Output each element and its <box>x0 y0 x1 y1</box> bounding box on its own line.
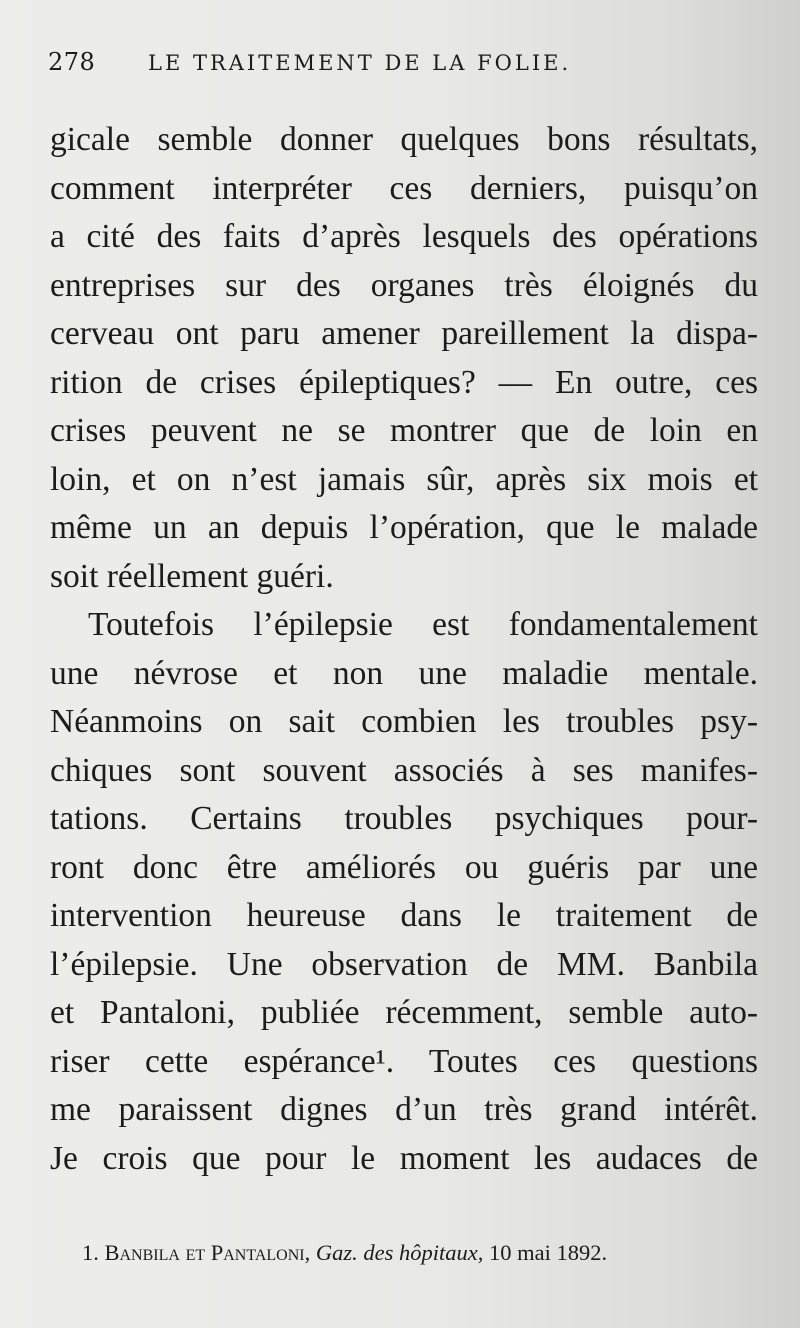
running-title: LE TRAITEMENT DE LA FOLIE. <box>148 51 572 75</box>
text-line: même un an depuis l’opération, que le malade <box>50 509 758 546</box>
page-number: 278 <box>48 48 96 76</box>
text-line: et Pantaloni, publiée récemment, semble auto- <box>50 994 758 1031</box>
text-line: soit réellement guéri. <box>50 557 334 595</box>
text-line: une névrose et non une maladie mentale. <box>50 654 758 692</box>
text-line: loin, et on n’est jamais sûr, après six mois et <box>50 460 758 498</box>
footnote-number: 1. <box>82 1240 99 1265</box>
body-text <box>50 116 758 1183</box>
footnote-journal: Gaz. des hôpitaux, <box>315 1240 484 1265</box>
text-line: comment interpréter ces derniers, puisqu’on <box>50 169 758 207</box>
footnote-authors: Banbila et Pantaloni, <box>104 1240 311 1265</box>
text-line: intervention heureuse dans le traitement de <box>50 897 758 934</box>
footnote <box>82 1238 762 1268</box>
paragraph <box>50 116 758 601</box>
text-line: l’épilepsie. Une observation de MM. Banbila <box>50 945 758 983</box>
text-line: Toutefois l’épilepsie est fondamentalement <box>88 606 758 643</box>
text-line: cerveau ont paru amener pareillement la dispa- <box>50 315 758 352</box>
text-line: Néanmoins on sait combien les troubles psy- <box>50 703 758 740</box>
page-header <box>48 48 738 84</box>
text-line: chiques sont souvent associés à ses manifes- <box>50 751 758 789</box>
text-line: Je crois que pour le moment les audaces de <box>50 1139 758 1177</box>
text-line: gicale semble donner quelques bons résultats, <box>50 121 758 158</box>
text-line: a cité des faits d’après lesquels des opérations <box>50 218 758 255</box>
text-line: ront donc être améliorés ou guéris par une <box>50 848 758 886</box>
text-line: entreprises sur des organes très éloignés du <box>50 266 758 304</box>
text-line: me paraissent dignes d’un très grand intérêt. <box>50 1091 758 1128</box>
paragraph <box>50 601 758 1183</box>
text-line: riser cette espérance¹. Toutes ces questions <box>50 1042 758 1080</box>
text-line: rition de crises épileptiques? — En outre, ces <box>50 363 758 401</box>
text-line: crises peuvent ne se montrer que de loin en <box>50 412 758 449</box>
footnote-date: 10 mai 1892. <box>489 1240 608 1265</box>
text-line: tations. Certains troubles psychiques pour- <box>50 800 758 837</box>
